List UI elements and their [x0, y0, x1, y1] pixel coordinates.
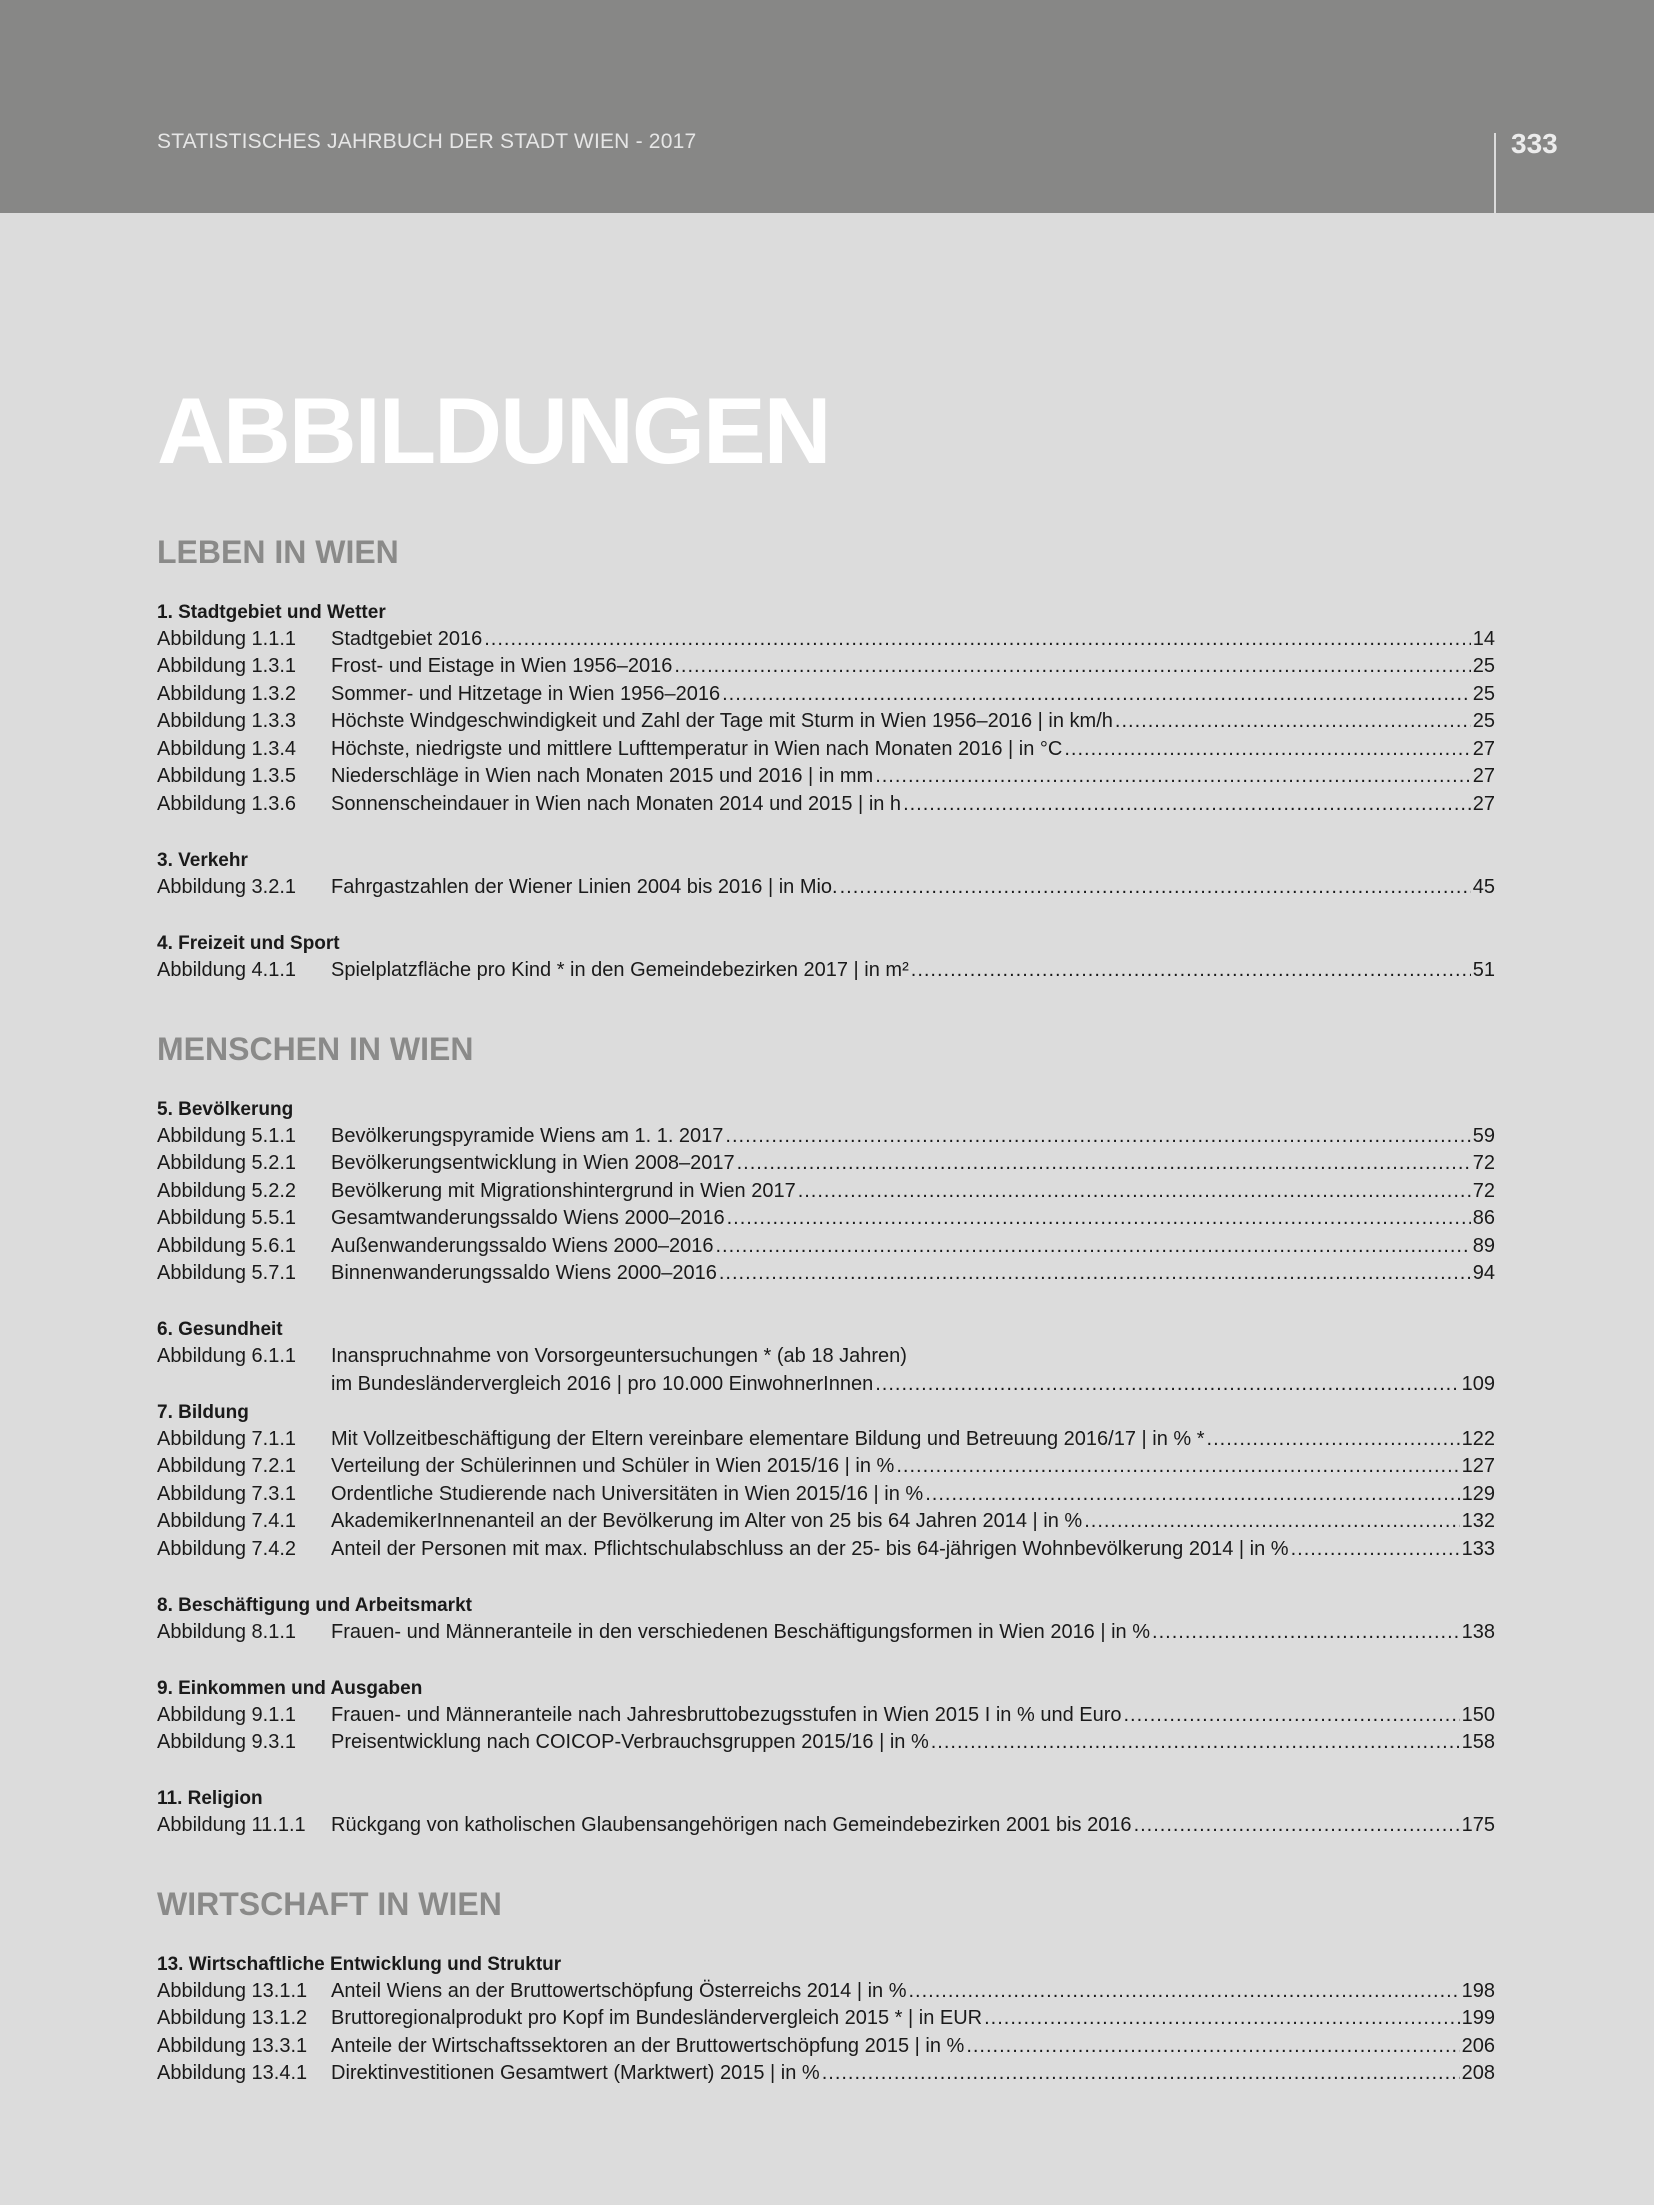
entry-label: Abbildung 1.3.5 [157, 765, 297, 787]
entry-label: Abbildung 5.2.1 [157, 1152, 297, 1174]
entry-page: 208 [1461, 2062, 1495, 2084]
dot-leader [1152, 1619, 1460, 1646]
group-heading-freizeit: 4. Freizeit und Sport [157, 933, 340, 954]
entry-title: Höchste Windgeschwindigkeit und Zahl der Tage mit Sturm in Wien 1956–2016 | in km/h [331, 710, 1113, 732]
toc-entry-1-3-6[interactable] [157, 791, 1495, 818]
entry-page: 59 [1472, 1125, 1495, 1147]
toc-entry-1-3-1[interactable] [157, 653, 1495, 680]
entry-label: Abbildung 13.1.1 [157, 1980, 308, 2002]
section-heading-leben: LEBEN IN WIEN [157, 534, 399, 570]
entry-title: Anteile der Wirtschaftssektoren an der Bruttowertschöpfung 2015 | in % [331, 2035, 965, 2057]
toc-entry-5-2-1[interactable] [157, 1150, 1495, 1177]
entry-title: Frost- und Eistage in Wien 1956–2016 [331, 655, 673, 677]
entry-label: Abbildung 1.3.6 [157, 793, 297, 815]
dot-leader [798, 1178, 1471, 1205]
page-number: 333 [1511, 128, 1558, 159]
entry-label: Abbildung 5.2.2 [157, 1180, 297, 1202]
entry-title: Fahrgastzahlen der Wiener Linien 2004 bis 2016 | in Mio. [331, 876, 838, 898]
entry-page: 175 [1461, 1814, 1495, 1836]
entry-page: 25 [1472, 710, 1495, 732]
entry-title: Ordentliche Studierende nach Universitäten in Wien 2015/16 | in % [331, 1483, 924, 1505]
entry-title: Verteilung der Schülerinnen und Schüler in Wien 2015/16 | in % [331, 1455, 895, 1477]
toc-entry-13-3-1[interactable] [157, 2033, 1495, 2060]
toc-entry-1-3-3[interactable] [157, 708, 1495, 735]
entry-title: Bevölkerungspyramide Wiens am 1. 1. 2017 [331, 1125, 724, 1147]
toc-entry-4-1-1[interactable] [157, 957, 1495, 984]
entry-title: Stadtgebiet 2016 [331, 628, 483, 650]
entry-title: AkademikerInnenanteil an der Bevölkerung im Alter von 25 bis 64 Jahren 2014 | in % [331, 1510, 1083, 1532]
entry-label: Abbildung 11.1.1 [157, 1814, 306, 1836]
toc-entry-1-3-5[interactable] [157, 763, 1495, 790]
toc-entry-13-1-2[interactable] [157, 2005, 1495, 2032]
toc-entry-9-1-1[interactable] [157, 1702, 1495, 1729]
toc-entry-3-2-1[interactable] [157, 874, 1495, 901]
entry-title: Bevölkerungsentwicklung in Wien 2008–2017 [331, 1152, 735, 1174]
entry-title: Mit Vollzeitbeschäftigung der Eltern vereinbare elementare Bildung und Betreuung 2016/17 | in % * [331, 1428, 1205, 1450]
entry-page: 129 [1461, 1483, 1495, 1505]
entry-page: 150 [1461, 1704, 1495, 1726]
entry-title: Frauen- und Männeranteile in den verschiedenen Beschäftigungsformen in Wien 2016 | in % [331, 1621, 1151, 1643]
page-title: ABBILDUNGEN [157, 378, 830, 483]
entry-page: 133 [1461, 1538, 1495, 1560]
entry-label: Abbildung 13.3.1 [157, 2035, 308, 2057]
entry-page: 138 [1461, 1621, 1495, 1643]
group-heading-bildung: 7. Bildung [157, 1402, 249, 1423]
dot-leader [966, 2033, 1459, 2060]
entry-label: Abbildung 13.4.1 [157, 2062, 308, 2084]
entry-page: 25 [1472, 683, 1495, 705]
entry-title: Frauen- und Männeranteile nach Jahresbruttobezugsstufen in Wien 2015 I in % und Euro [331, 1704, 1122, 1726]
entry-title: Außenwanderungssaldo Wiens 2000–2016 [331, 1235, 714, 1257]
entry-label: Abbildung 1.3.2 [157, 683, 297, 705]
entry-label: Abbildung 7.4.1 [157, 1510, 297, 1532]
entry-page: 45 [1472, 876, 1495, 898]
entry-page: 199 [1461, 2007, 1495, 2029]
entry-page: 122 [1461, 1428, 1495, 1450]
dot-leader [1064, 736, 1470, 763]
entry-title: Höchste, niedrigste und mittlere Lufttemperatur in Wien nach Monaten 2016 | in °C [331, 738, 1063, 760]
entry-label: Abbildung 7.3.1 [157, 1483, 297, 1505]
toc-entry-7-4-2[interactable] [157, 1536, 1495, 1563]
entry-title: Preisentwicklung nach COICOP-Verbrauchsgruppen 2015/16 | in % [331, 1731, 929, 1753]
entry-label: Abbildung 5.1.1 [157, 1125, 297, 1147]
toc-entry-7-4-1[interactable] [157, 1508, 1495, 1535]
toc-entry-5-6-1[interactable] [157, 1233, 1495, 1260]
entry-page: 206 [1461, 2035, 1495, 2057]
dot-leader [1115, 708, 1471, 735]
group-heading-stadtgebiet: 1. Stadtgebiet und Wetter [157, 602, 386, 623]
header-band [0, 0, 1654, 213]
entry-label: Abbildung 13.1.2 [157, 2007, 308, 2029]
entry-label: Abbildung 1.3.3 [157, 710, 297, 732]
entry-title: Bruttoregionalprodukt pro Kopf im Bundesländervergleich 2015 * | in EUR [331, 2007, 983, 2029]
entry-label: Abbildung 7.1.1 [157, 1428, 297, 1450]
dot-leader [822, 2060, 1460, 2087]
entry-title: Direktinvestitionen Gesamtwert (Marktwert) 2015 | in % [331, 2062, 820, 2084]
dot-leader [903, 791, 1471, 818]
group-heading-gesundheit: 6. Gesundheit [157, 1319, 283, 1340]
entry-title: Rückgang von katholischen Glaubensangehörigen nach Gemeindebezirken 2001 bis 2016 [331, 1814, 1132, 1836]
entry-label: Abbildung 4.1.1 [157, 959, 297, 981]
entry-label: Abbildung 9.3.1 [157, 1731, 297, 1753]
dot-leader [1291, 1536, 1460, 1563]
dot-leader [719, 1260, 1471, 1287]
entry-page: 27 [1472, 738, 1495, 760]
dot-leader [875, 1371, 1459, 1398]
toc-entry-5-5-1[interactable] [157, 1205, 1495, 1232]
entry-label: Abbildung 7.2.1 [157, 1455, 297, 1477]
entry-page: 72 [1472, 1180, 1495, 1202]
entry-title-continued: im Bundesländervergleich 2016 | pro 10.000 EinwohnerInnen [331, 1373, 874, 1395]
dot-leader [674, 653, 1470, 680]
toc-entry-6-1-1[interactable] [157, 1343, 1495, 1370]
entry-title: Inanspruchnahme von Vorsorgeuntersuchungen * (ab 18 Jahren) [331, 1345, 907, 1367]
dot-leader [722, 681, 1471, 708]
entry-title: Niederschläge in Wien nach Monaten 2015 und 2016 | in mm [331, 765, 874, 787]
entry-label: Abbildung 5.6.1 [157, 1235, 297, 1257]
entry-page: 94 [1472, 1262, 1495, 1284]
entry-label: Abbildung 1.3.1 [157, 655, 297, 677]
header-divider [1494, 133, 1496, 213]
toc-entry-8-1-1[interactable] [157, 1619, 1495, 1646]
entry-page: 89 [1472, 1235, 1495, 1257]
dot-leader [725, 1123, 1470, 1150]
dot-leader [911, 957, 1471, 984]
group-heading-religion: 11. Religion [157, 1788, 263, 1809]
entry-page: 109 [1461, 1373, 1495, 1395]
entry-page: 25 [1472, 655, 1495, 677]
section-heading-menschen: MENSCHEN IN WIEN [157, 1031, 474, 1067]
group-heading-verkehr: 3. Verkehr [157, 850, 248, 871]
toc-entry-1-3-2[interactable] [157, 681, 1495, 708]
toc-entry-1-1-1[interactable] [157, 626, 1495, 653]
group-heading-wirtschaftliche-entwicklung: 13. Wirtschaftliche Entwicklung und Struktur [157, 1954, 562, 1975]
entry-page: 86 [1472, 1207, 1495, 1229]
entry-label: Abbildung 6.1.1 [157, 1345, 297, 1367]
entry-page: 158 [1461, 1731, 1495, 1753]
dot-leader [840, 874, 1471, 901]
toc-entry-7-2-1[interactable] [157, 1453, 1495, 1480]
entry-title: Anteil der Personen mit max. Pflichtschulabschluss an der 25- bis 64-jährigen Wohnbevölkerung 2014 | in % [331, 1538, 1289, 1560]
toc-entry-6-1-1-continued[interactable] [157, 1371, 1495, 1398]
dot-leader [737, 1150, 1471, 1177]
entry-page: 27 [1472, 765, 1495, 787]
toc-entry-5-2-2[interactable] [157, 1178, 1495, 1205]
toc-entry-13-4-1[interactable] [157, 2060, 1495, 2087]
entry-label: Abbildung 1.3.4 [157, 738, 297, 760]
toc-entry-5-1-1[interactable] [157, 1123, 1495, 1150]
entry-label: Abbildung 9.1.1 [157, 1704, 297, 1726]
toc-entry-7-1-1[interactable] [157, 1426, 1495, 1453]
running-title: STATISTISCHES JAHRBUCH DER STADT WIEN - 2017 [157, 130, 697, 153]
entry-title: Anteil Wiens an der Bruttowertschöpfung Österreichs 2014 | in % [331, 1980, 907, 2002]
dot-leader [1124, 1702, 1460, 1729]
dot-leader [896, 1453, 1459, 1480]
entry-title: Sommer- und Hitzetage in Wien 1956–2016 [331, 683, 721, 705]
dot-leader [716, 1233, 1471, 1260]
entry-page: 51 [1472, 959, 1495, 981]
dot-leader [984, 2005, 1460, 2032]
dot-leader [925, 1481, 1459, 1508]
group-heading-beschaeftigung: 8. Beschäftigung und Arbeitsmarkt [157, 1595, 472, 1616]
entry-label: Abbildung 8.1.1 [157, 1621, 297, 1643]
toc-entry-1-3-4[interactable] [157, 736, 1495, 763]
entry-title: Spielplatzfläche pro Kind * in den Gemeindebezirken 2017 | in m² [331, 959, 909, 981]
toc-entry-9-3-1[interactable] [157, 1729, 1495, 1756]
dot-leader [931, 1729, 1460, 1756]
entry-title: Binnenwanderungssaldo Wiens 2000–2016 [331, 1262, 717, 1284]
dot-leader [1084, 1508, 1459, 1535]
dot-leader [484, 626, 1471, 653]
toc-entry-11-1-1[interactable] [157, 1812, 1495, 1839]
entry-page: 14 [1472, 628, 1495, 650]
entry-page: 198 [1461, 1980, 1495, 2002]
group-heading-bevoelkerung: 5. Bevölkerung [157, 1099, 294, 1120]
entry-page: 127 [1461, 1455, 1495, 1477]
dot-leader [875, 763, 1471, 790]
entry-label: Abbildung 5.7.1 [157, 1262, 297, 1284]
section-heading-wirtschaft: WIRTSCHAFT IN WIEN [157, 1886, 502, 1922]
toc-entry-7-3-1[interactable] [157, 1481, 1495, 1508]
dot-leader [1134, 1812, 1460, 1839]
dot-leader [727, 1205, 1471, 1232]
entry-label: Abbildung 3.2.1 [157, 876, 297, 898]
entry-title: Gesamtwanderungssaldo Wiens 2000–2016 [331, 1207, 725, 1229]
dot-leader [1207, 1426, 1460, 1453]
entry-title: Sonnenscheindauer in Wien nach Monaten 2014 und 2015 | in h [331, 793, 902, 815]
entry-page: 72 [1472, 1152, 1495, 1174]
entry-label: Abbildung 7.4.2 [157, 1538, 297, 1560]
group-heading-einkommen: 9. Einkommen und Ausgaben [157, 1678, 423, 1699]
entry-page: 27 [1472, 793, 1495, 815]
dot-leader [908, 1978, 1459, 2005]
toc-entry-13-1-1[interactable] [157, 1978, 1495, 2005]
entry-label: Abbildung 1.1.1 [157, 628, 297, 650]
entry-page: 132 [1461, 1510, 1495, 1532]
entry-label: Abbildung 5.5.1 [157, 1207, 297, 1229]
toc-entry-5-7-1[interactable] [157, 1260, 1495, 1287]
entry-title: Bevölkerung mit Migrationshintergrund in Wien 2017 [331, 1180, 796, 1202]
